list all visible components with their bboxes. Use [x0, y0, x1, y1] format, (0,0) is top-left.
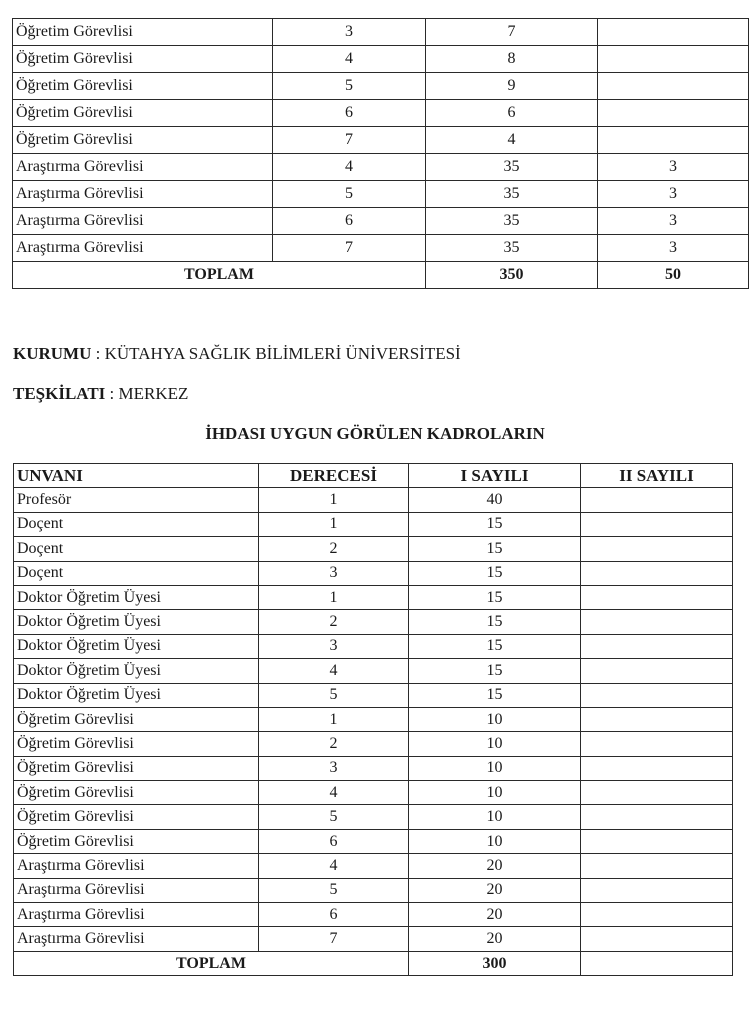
- cell-derece: 7: [259, 927, 409, 951]
- cell-i-sayili: 40: [409, 488, 581, 512]
- cell-derece: 4: [259, 781, 409, 805]
- cadre-table: [13, 463, 733, 976]
- kurum-value: KÜTAHYA SAĞLIK BİLİMLERİ ÜNİVERSİTESİ: [104, 344, 461, 363]
- cell-derece: 1: [259, 488, 409, 512]
- cell-i-sayili: 35: [426, 208, 598, 235]
- cell-ii-sayili: [581, 512, 733, 536]
- cell-i-sayili: 15: [409, 512, 581, 536]
- total-ii-sayili: 50: [598, 262, 749, 289]
- cell-ii-sayili: [581, 756, 733, 780]
- cell-i-sayili: 15: [409, 537, 581, 561]
- teskilat-separator: :: [105, 384, 119, 403]
- table-row: [14, 512, 733, 536]
- table-row: [14, 781, 733, 805]
- table-row: [14, 927, 733, 951]
- cell-unvan: Doktor Öğretim Üyesi: [14, 610, 259, 634]
- table-row: [14, 805, 733, 829]
- cell-unvan: Doçent: [14, 561, 259, 585]
- table-row: [14, 732, 733, 756]
- cell-derece: 1: [259, 707, 409, 731]
- table-row: [14, 829, 733, 853]
- table-row: [14, 683, 733, 707]
- cell-ii-sayili: [581, 854, 733, 878]
- cell-ii-sayili: [581, 805, 733, 829]
- cell-unvan: Öğretim Görevlisi: [14, 707, 259, 731]
- cell-ii-sayili: [598, 19, 749, 46]
- cell-derece: 5: [259, 805, 409, 829]
- table-row: [13, 19, 749, 46]
- cell-derece: 5: [259, 878, 409, 902]
- cell-unvan: Araştırma Görevlisi: [14, 927, 259, 951]
- cell-ii-sayili: [581, 707, 733, 731]
- cell-derece: 5: [273, 181, 426, 208]
- table-row: [14, 634, 733, 658]
- cell-derece: 5: [273, 73, 426, 100]
- cell-unvan: Doktor Öğretim Üyesi: [14, 634, 259, 658]
- table-row: [14, 659, 733, 683]
- cell-i-sayili: 10: [409, 756, 581, 780]
- cell-unvan: Öğretim Görevlisi: [14, 756, 259, 780]
- cell-derece: 1: [259, 585, 409, 609]
- table-row: [14, 561, 733, 585]
- cell-ii-sayili: [581, 488, 733, 512]
- table-row: [13, 73, 749, 100]
- cell-i-sayili: 20: [409, 854, 581, 878]
- cell-derece: 4: [273, 46, 426, 73]
- cell-i-sayili: 15: [409, 561, 581, 585]
- cell-unvan: Öğretim Görevlisi: [14, 732, 259, 756]
- cell-derece: 4: [259, 659, 409, 683]
- table-row: [14, 610, 733, 634]
- cell-derece: 1: [259, 512, 409, 536]
- cell-ii-sayili: [581, 781, 733, 805]
- cell-ii-sayili: [581, 634, 733, 658]
- cell-derece: 4: [259, 854, 409, 878]
- table-row: [14, 585, 733, 609]
- cell-ii-sayili: [598, 73, 749, 100]
- section-heading: İHDASI UYGUN GÖRÜLEN KADROLARIN: [205, 424, 545, 443]
- cell-derece: 3: [259, 634, 409, 658]
- cell-derece: 2: [259, 732, 409, 756]
- table-row: [14, 878, 733, 902]
- cell-i-sayili: 6: [426, 100, 598, 127]
- cell-derece: 3: [259, 561, 409, 585]
- cell-i-sayili: 35: [426, 154, 598, 181]
- cell-unvan: Doktor Öğretim Üyesi: [14, 659, 259, 683]
- cell-i-sayili: 15: [409, 683, 581, 707]
- cell-i-sayili: 35: [426, 235, 598, 262]
- cell-unvan: Araştırma Görevlisi: [13, 235, 273, 262]
- cell-ii-sayili: [581, 561, 733, 585]
- table-row: [13, 181, 749, 208]
- cell-unvan: Araştırma Görevlisi: [14, 854, 259, 878]
- cadre-table-continued: [12, 18, 749, 289]
- cell-ii-sayili: 3: [598, 208, 749, 235]
- header-derece: DERECESİ: [259, 464, 409, 488]
- cell-unvan: Öğretim Görevlisi: [13, 127, 273, 154]
- cell-ii-sayili: [581, 903, 733, 927]
- cell-i-sayili: 9: [426, 73, 598, 100]
- cell-ii-sayili: [581, 585, 733, 609]
- total-i-sayili: 350: [426, 262, 598, 289]
- total-label: TOPLAM: [13, 262, 426, 289]
- cell-unvan: Araştırma Görevlisi: [14, 903, 259, 927]
- cell-derece: 7: [273, 235, 426, 262]
- cell-derece: 2: [259, 537, 409, 561]
- cell-unvan: Öğretim Görevlisi: [13, 100, 273, 127]
- cell-unvan: Doktor Öğretim Üyesi: [14, 683, 259, 707]
- cell-ii-sayili: 3: [598, 235, 749, 262]
- cell-derece: 6: [273, 100, 426, 127]
- table-row: [13, 127, 749, 154]
- cell-i-sayili: 20: [409, 927, 581, 951]
- cell-unvan: Araştırma Görevlisi: [14, 878, 259, 902]
- cell-i-sayili: 7: [426, 19, 598, 46]
- cell-i-sayili: 15: [409, 634, 581, 658]
- table-body: [14, 488, 733, 951]
- cell-derece: 6: [259, 903, 409, 927]
- cell-ii-sayili: [598, 127, 749, 154]
- cell-ii-sayili: [581, 878, 733, 902]
- cell-unvan: Doçent: [14, 537, 259, 561]
- cell-ii-sayili: [581, 683, 733, 707]
- header-ii-sayili: II SAYILI: [581, 464, 733, 488]
- cell-derece: 3: [273, 19, 426, 46]
- table-row: [13, 154, 749, 181]
- cell-i-sayili: 35: [426, 181, 598, 208]
- cell-unvan: Araştırma Görevlisi: [13, 154, 273, 181]
- total-row: [13, 262, 749, 289]
- table-row: [14, 488, 733, 512]
- table-row: [14, 756, 733, 780]
- cell-ii-sayili: [581, 610, 733, 634]
- cell-i-sayili: 20: [409, 903, 581, 927]
- table-row: [13, 46, 749, 73]
- table-row: [13, 100, 749, 127]
- cell-i-sayili: 15: [409, 585, 581, 609]
- cell-ii-sayili: [581, 927, 733, 951]
- cell-derece: 5: [259, 683, 409, 707]
- total-row: [14, 951, 733, 975]
- table-row: [14, 854, 733, 878]
- organization-line: [13, 384, 188, 404]
- table-body: [13, 19, 749, 262]
- cell-i-sayili: 15: [409, 610, 581, 634]
- total-ii-sayili: [581, 951, 733, 975]
- cell-ii-sayili: [598, 100, 749, 127]
- cell-ii-sayili: [581, 732, 733, 756]
- cell-i-sayili: 10: [409, 732, 581, 756]
- table-row: [13, 208, 749, 235]
- cell-ii-sayili: [581, 829, 733, 853]
- cell-ii-sayili: [581, 537, 733, 561]
- header-row: [14, 464, 733, 488]
- cell-unvan: Öğretim Görevlisi: [13, 73, 273, 100]
- teskilat-label: TEŞKİLATI: [13, 384, 106, 403]
- cell-unvan: Doçent: [14, 512, 259, 536]
- cell-i-sayili: 10: [409, 829, 581, 853]
- cell-ii-sayili: 3: [598, 154, 749, 181]
- cell-derece: 2: [259, 610, 409, 634]
- cell-derece: 6: [273, 208, 426, 235]
- institution-line: [13, 344, 461, 364]
- teskilat-value: MERKEZ: [118, 384, 189, 403]
- cell-unvan: Öğretim Görevlisi: [14, 829, 259, 853]
- cell-i-sayili: 20: [409, 878, 581, 902]
- table-row: [14, 707, 733, 731]
- table-row: [13, 235, 749, 262]
- cell-i-sayili: 10: [409, 707, 581, 731]
- cell-unvan: Profesör: [14, 488, 259, 512]
- cell-derece: 4: [273, 154, 426, 181]
- cell-derece: 6: [259, 829, 409, 853]
- table-row: [14, 537, 733, 561]
- cell-derece: 3: [259, 756, 409, 780]
- cell-unvan: Öğretim Görevlisi: [14, 805, 259, 829]
- total-label: TOPLAM: [14, 951, 409, 975]
- cell-ii-sayili: 3: [598, 181, 749, 208]
- kurum-label: KURUMU: [13, 344, 92, 363]
- cell-derece: 7: [273, 127, 426, 154]
- cell-ii-sayili: [581, 659, 733, 683]
- cell-i-sayili: 10: [409, 781, 581, 805]
- cell-unvan: Araştırma Görevlisi: [13, 181, 273, 208]
- cell-unvan: Öğretim Görevlisi: [13, 19, 273, 46]
- cell-unvan: Öğretim Görevlisi: [13, 46, 273, 73]
- cell-unvan: Öğretim Görevlisi: [14, 781, 259, 805]
- cell-i-sayili: 4: [426, 127, 598, 154]
- cell-unvan: Doktor Öğretim Üyesi: [14, 585, 259, 609]
- header-unvan: UNVANI: [14, 464, 259, 488]
- cell-ii-sayili: [598, 46, 749, 73]
- table-row: [14, 903, 733, 927]
- cell-i-sayili: 15: [409, 659, 581, 683]
- header-i-sayili: I SAYILI: [409, 464, 581, 488]
- cell-unvan: Araştırma Görevlisi: [13, 208, 273, 235]
- cell-i-sayili: 10: [409, 805, 581, 829]
- total-i-sayili: 300: [409, 951, 581, 975]
- cell-i-sayili: 8: [426, 46, 598, 73]
- kurum-separator: :: [91, 344, 105, 363]
